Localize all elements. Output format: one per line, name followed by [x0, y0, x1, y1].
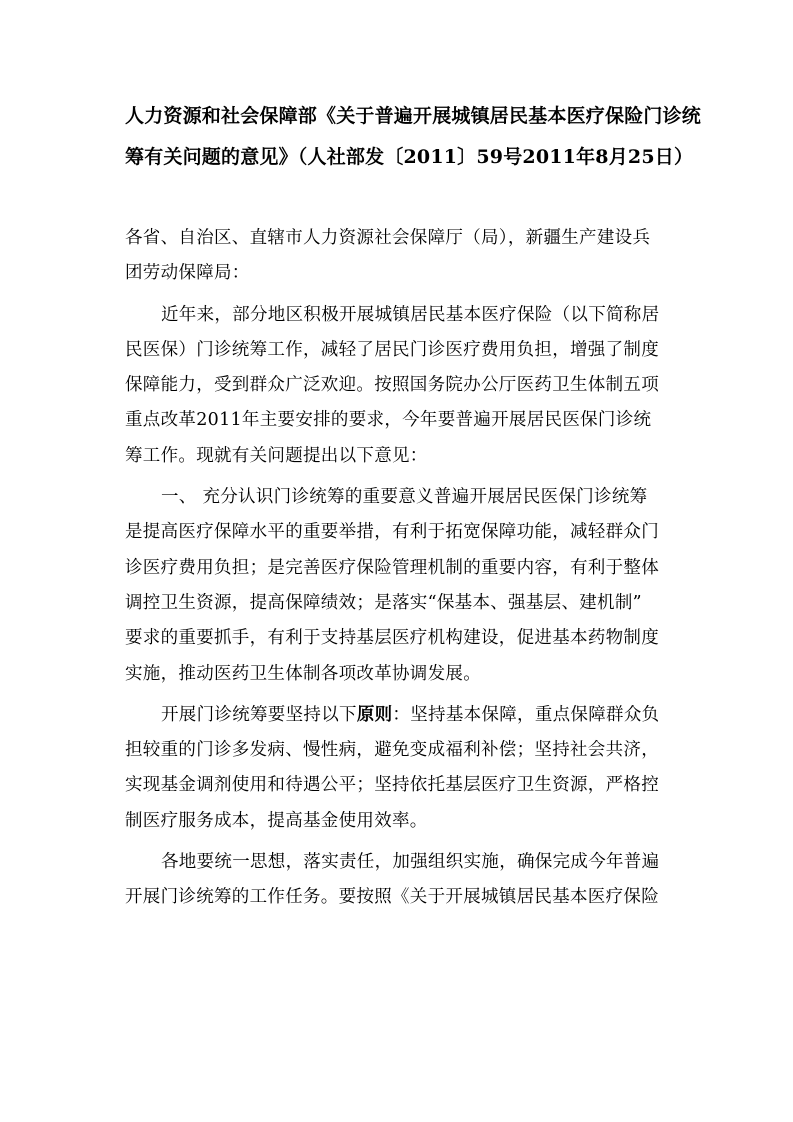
paragraph-line: 实现基金调剂使用和待遇公平；坚持依托基层医疗卫生资源，严格控	[125, 775, 659, 796]
paragraph-line: 是提高医疗保障水平的重要举措，有利于拓宽保障功能，减轻群众门	[125, 522, 659, 543]
paragraph-line: 重点改革2011年主要安排的要求，今年要普遍开展居民医保门诊统	[125, 410, 652, 431]
paragraph-significance	[125, 480, 685, 692]
paragraph-line: 保障能力，受到群众广泛欢迎。按照国务院办公厅医药卫生体制五项	[125, 375, 659, 396]
paragraph-line: 一、 充分认识门诊统筹的重要意义普遍开展居民医保门诊统筹	[161, 487, 648, 508]
paragraph-line: 调控卫生资源，提高保障绩效；是落实“保基本、强基层、建机制”	[125, 592, 642, 613]
document-body	[125, 221, 685, 916]
paragraph-line: 各地要统一思想，落实责任，加强组织实施，确保完成今年普遍	[161, 852, 660, 873]
paragraph-line: 开展门诊统筹的工作任务。要按照《关于开展城镇居民基本医疗保险	[125, 887, 659, 908]
paragraph-line: 担较重的门诊多发病、慢性病，避免变成福利补偿；坚持社会共济，	[125, 740, 659, 761]
paragraph-line: 制医疗服务成本，提高基金使用效率。	[125, 810, 428, 831]
paragraph-intro	[125, 298, 685, 474]
addressee-paragraph	[125, 221, 685, 292]
title-line-1: 人力资源和社会保障部《关于普遍开展城镇居民基本医疗保险门诊统	[125, 105, 702, 127]
principles-bold-term: 原则	[356, 704, 393, 725]
paragraph-line: 筹工作。现就有关问题提出以下意见：	[125, 445, 428, 466]
paragraph-line	[125, 698, 685, 733]
paragraph-principles	[125, 698, 685, 839]
principles-lead-text: 开展门诊统筹要坚持以下	[161, 704, 357, 725]
paragraph-implementation	[125, 845, 685, 916]
principles-rest-text: ：坚持基本保障，重点保障群众负	[392, 704, 660, 725]
paragraph-line: 要求的重要抓手，有利于支持基层医疗机构建设，促进基本药物制度	[125, 628, 659, 649]
paragraph-line: 实施，推动医药卫生体制各项改革协调发展。	[125, 663, 481, 684]
paragraph-line: 近年来，部分地区积极开展城镇居民基本医疗保险（以下简称居	[161, 304, 660, 325]
title-line-2: 筹有关问题的意见》（人社部发〔2011〕59号2011年8月25日）	[125, 146, 694, 168]
addressee-line-1: 各省、自治区、直辖市人力资源社会保障厅（局），新疆生产建设兵	[125, 228, 651, 248]
addressee-line-2: 团劳动保障局：	[125, 263, 250, 284]
document-title	[125, 96, 702, 178]
paragraph-line: 诊医疗费用负担；是完善医疗保险管理机制的重要内容，有利于整体	[125, 557, 659, 578]
paragraph-line: 民医保）门诊统筹工作，减轻了居民门诊医疗费用负担，增强了制度	[125, 339, 659, 360]
